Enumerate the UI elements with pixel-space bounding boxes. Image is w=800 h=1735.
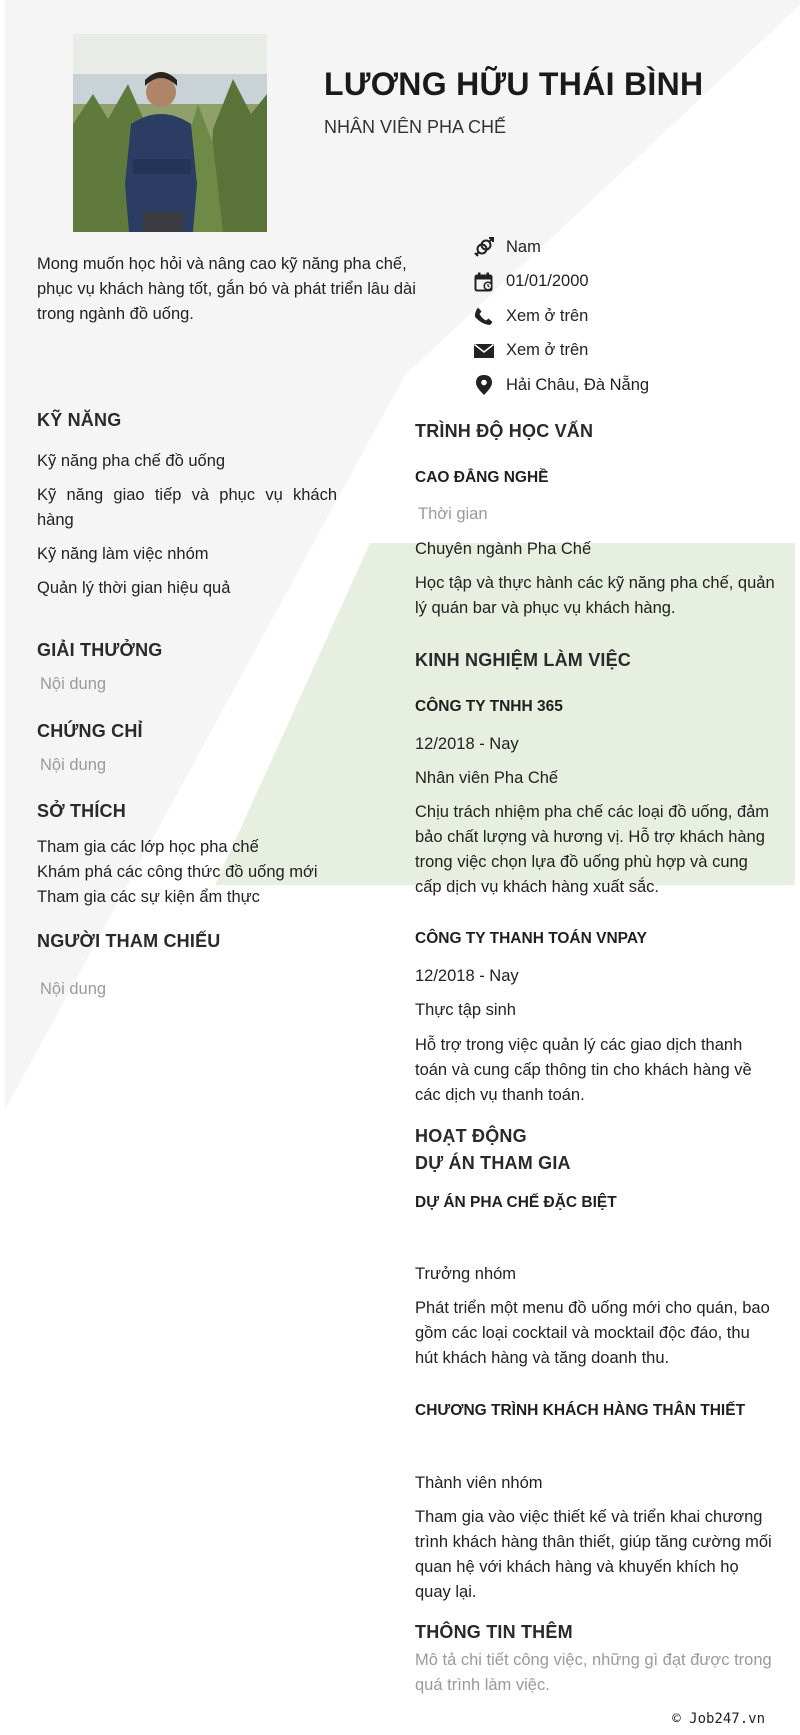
email-icon xyxy=(472,339,496,363)
skill-item: Kỹ năng làm việc nhóm xyxy=(37,545,209,563)
contact-address xyxy=(472,368,649,403)
project-description: Phát triển một menu đồ uống mới cho quán, bao gồm các loại cocktail và mocktail độc đáo, thu hút khách hàng và tăng doanh thu. xyxy=(415,1299,770,1367)
job-period: 12/2018 - Nay xyxy=(415,967,519,985)
contact-birthday-value: 01/01/2000 xyxy=(506,272,589,291)
contact-email-value: Xem ở trên xyxy=(506,341,589,360)
contact-email xyxy=(472,334,649,369)
location-icon xyxy=(472,373,496,397)
projects-heading: DỰ ÁN THAM GIA xyxy=(415,1153,571,1173)
education-description: Học tập và thực hành các kỹ năng pha chế, quản lý quán bar và phục vụ khách hàng. xyxy=(415,574,775,617)
skill-item: Kỹ năng giao tiếp và phục vụ khách hàng xyxy=(37,486,337,529)
skill-item: Kỹ năng pha chế đồ uống xyxy=(37,452,226,470)
job-company: CÔNG TY TNHH 365 xyxy=(415,698,563,715)
career-objective: Mong muốn học hỏi và nâng cao kỹ năng pha chế, phục vụ khách hàng tốt, gắn bó và phát triển lâu dài trong ngành đồ uống. xyxy=(37,255,416,323)
awards-content: Nội dung xyxy=(40,675,107,693)
phone-icon xyxy=(472,304,496,328)
hobby-item: Tham gia các lớp học pha chế xyxy=(37,838,259,856)
contact-gender-value: Nam xyxy=(506,237,541,256)
job-description: Hỗ trợ trong việc quản lý các giao dịch thanh toán và cung cấp thông tin cho khách hàng về các dịch vụ thanh toán. xyxy=(415,1036,752,1104)
calendar-icon xyxy=(472,270,496,294)
additional-info-heading: THÔNG TIN THÊM xyxy=(415,1622,573,1642)
skills-heading: KỸ NĂNG xyxy=(37,410,122,430)
hobby-item: Tham gia các sự kiện ẩm thực xyxy=(37,888,260,906)
contact-birthday xyxy=(472,265,649,300)
hobbies-heading: SỞ THÍCH xyxy=(37,801,126,821)
profile-photo xyxy=(73,34,267,232)
experience-heading: KINH NGHIỆM LÀM VIỆC xyxy=(415,650,632,670)
education-time: Thời gian xyxy=(418,505,488,523)
job-position: Nhân viên Pha Chế xyxy=(415,769,559,787)
skill-item: Quản lý thời gian hiệu quả xyxy=(37,579,231,597)
contact-phone xyxy=(472,299,649,334)
job-title: NHÂN VIÊN PHA CHẾ xyxy=(324,117,507,137)
job-position: Thực tập sinh xyxy=(415,1001,516,1019)
references-content: Nội dung xyxy=(40,980,107,998)
contact-list xyxy=(472,230,649,403)
education-school: CAO ĐẲNG NGHỀ xyxy=(415,469,549,486)
references-heading: NGƯỜI THAM CHIẾU xyxy=(37,931,221,951)
project-name: DỰ ÁN PHA CHẾ ĐẶC BIỆT xyxy=(415,1194,617,1211)
footer-watermark: © Job247.vn xyxy=(672,1711,765,1727)
education-major: Chuyên ngành Pha Chế xyxy=(415,540,592,558)
certificates-heading: CHỨNG CHỈ xyxy=(37,721,143,741)
activities-heading: HOẠT ĐỘNG xyxy=(415,1126,527,1146)
additional-info-content: Mô tả chi tiết công việc, những gì đạt được trong quá trình làm việc. xyxy=(415,1651,772,1694)
job-company: CÔNG TY THANH TOÁN VNPAY xyxy=(415,930,647,947)
hobby-item: Khám phá các công thức đồ uống mới xyxy=(37,863,318,881)
gender-icon xyxy=(472,235,496,259)
project-role: Trưởng nhóm xyxy=(415,1265,517,1283)
education-heading: TRÌNH ĐỘ HỌC VẤN xyxy=(415,421,594,441)
project-role: Thành viên nhóm xyxy=(415,1474,543,1492)
candidate-name: LƯƠNG HỮU THÁI BÌNH xyxy=(324,66,704,102)
project-description: Tham gia vào việc thiết kế và triển khai chương trình khách hàng thân thiết, giúp tăng cường mối quan hệ với khách hàng và khuyến khích họ quay lại. xyxy=(415,1508,772,1601)
certificates-content: Nội dung xyxy=(40,756,107,774)
contact-phone-value: Xem ở trên xyxy=(506,306,589,325)
awards-heading: GIẢI THƯỞNG xyxy=(37,640,163,660)
job-description: Chịu trách nhiệm pha chế các loại đồ uống, đảm bảo chất lượng và hương vị. Hỗ trợ khách hàng trong việc chọn lựa đồ uống phù hợp và cung cấp dịch vụ khách hàng xuất sắc. xyxy=(415,803,770,896)
job-period: 12/2018 - Nay xyxy=(415,735,519,753)
project-name: CHƯƠNG TRÌNH KHÁCH HÀNG THÂN THIẾT xyxy=(415,1402,746,1419)
contact-gender xyxy=(472,230,649,265)
contact-address-value: Hải Châu, Đà Nẵng xyxy=(506,375,650,394)
hobbies-list xyxy=(37,835,337,910)
skills-list xyxy=(37,449,337,601)
